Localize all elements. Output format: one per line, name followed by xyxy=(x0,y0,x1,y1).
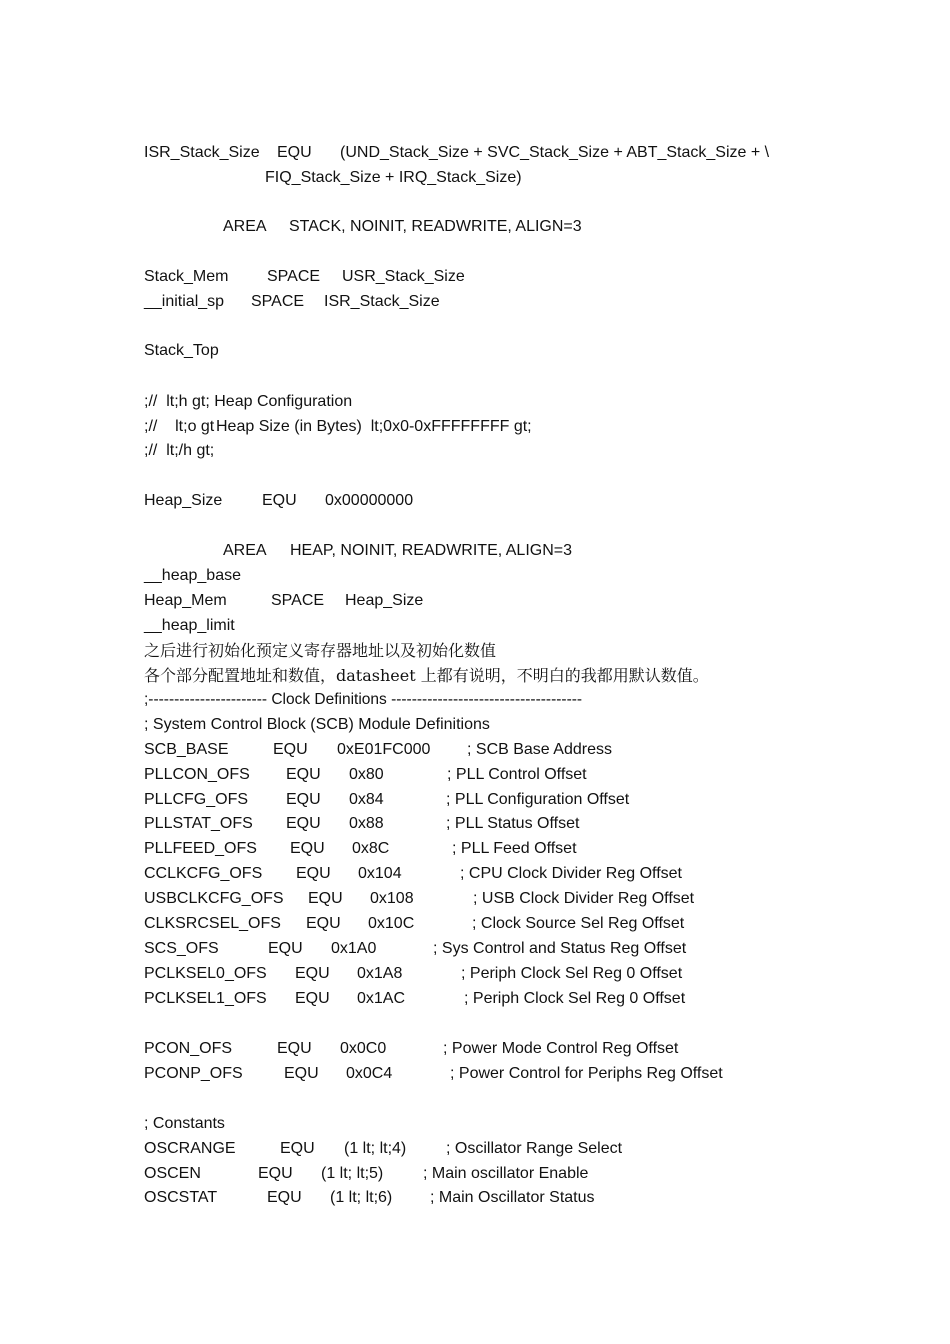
code-value: 0x1AC xyxy=(357,990,406,1007)
code-label: OSCEN xyxy=(144,1165,201,1182)
code-label: Heap_Size xyxy=(144,492,223,509)
def-row xyxy=(144,889,794,909)
code-value: 0xE01FC000 xyxy=(337,741,431,758)
code-comment: ;----------------------- Clock Definitions ------------------------------------- xyxy=(144,691,583,708)
heap-config-comment xyxy=(144,392,644,412)
code-op: EQU xyxy=(268,940,303,957)
code-comment: ;// lt;h gt; Heap Configuration xyxy=(144,393,353,410)
area-heap-line xyxy=(223,541,723,561)
def-row xyxy=(144,914,794,934)
code-value: 0x1A0 xyxy=(331,940,377,957)
def-row xyxy=(144,989,794,1009)
code-arg: USR_Stack_Size xyxy=(342,268,465,285)
code-value: (1 lt; lt;6) xyxy=(330,1189,393,1206)
code-label: SCS_OFS xyxy=(144,940,219,957)
code-label: PCLKSEL0_OFS xyxy=(144,965,267,982)
note-text: 之后进行初始化预定义寄存器地址以及初始化数值 xyxy=(144,641,497,660)
code-arg: ISR_Stack_Size xyxy=(324,293,440,310)
code-value: 0x84 xyxy=(349,791,384,808)
code-op: EQU xyxy=(277,144,312,161)
heap-config-end-comment xyxy=(144,441,444,461)
code-op: EQU xyxy=(290,840,325,857)
code-op: EQU xyxy=(308,890,343,907)
area-stack-line xyxy=(223,217,723,237)
code-op: EQU xyxy=(277,1040,312,1057)
code-op: SPACE xyxy=(271,592,325,609)
code-value: 0x0C0 xyxy=(340,1040,387,1057)
code-op: EQU xyxy=(273,741,308,758)
def-row xyxy=(144,839,794,859)
code-comment: ; PLL Status Offset xyxy=(446,815,580,832)
stack-top-line xyxy=(144,341,444,361)
code-comment: ; Sys Control and Status Reg Offset xyxy=(433,940,687,957)
code-comment: ; Power Mode Control Reg Offset xyxy=(443,1040,679,1057)
def-row xyxy=(144,790,794,810)
heap-base-line xyxy=(144,566,444,586)
code-value: 0x10C xyxy=(368,915,415,932)
note-text: 各个部分配置地址和数值，datasheet 上都有说明，不明白的我都用默认数值。 xyxy=(144,666,709,685)
code-op: EQU xyxy=(284,1065,319,1082)
code-comment: ; System Control Block (SCB) Module Definitions xyxy=(144,716,490,733)
code-op: SPACE xyxy=(251,293,305,310)
code-op: EQU xyxy=(295,990,330,1007)
code-label: ISR_Stack_Size xyxy=(144,144,260,161)
code-comment: ; SCB Base Address xyxy=(467,741,612,758)
code-expression: FIQ_Stack_Size + IRQ_Stack_Size) xyxy=(265,169,522,186)
code-comment: ; Power Control for Periphs Reg Offset xyxy=(450,1065,723,1082)
constant-row xyxy=(144,1164,794,1184)
code-value: 0x80 xyxy=(349,766,384,783)
code-op: EQU xyxy=(267,1189,302,1206)
code-label: OSCRANGE xyxy=(144,1140,236,1157)
code-op: EQU xyxy=(296,865,331,882)
code-args: HEAP, NOINIT, READWRITE, ALIGN=3 xyxy=(290,542,572,559)
isr-stack-size-continuation xyxy=(265,168,665,188)
code-arg: Heap_Size xyxy=(345,592,424,609)
code-op: EQU xyxy=(306,915,341,932)
code-comment: ; Clock Source Sel Reg Offset xyxy=(472,915,685,932)
constant-row xyxy=(144,1188,794,1208)
code-op: EQU xyxy=(280,1140,315,1157)
code-op: EQU xyxy=(286,815,321,832)
initial-sp-line xyxy=(144,292,644,312)
stack-mem-line xyxy=(144,267,644,287)
code-value: 0x104 xyxy=(358,865,402,882)
code-label: __heap_limit xyxy=(144,617,235,634)
code-value: 0x0C4 xyxy=(346,1065,393,1082)
code-label: PLLSTAT_OFS xyxy=(144,815,253,832)
def-row xyxy=(144,964,794,984)
code-comment: ; PLL Configuration Offset xyxy=(446,791,630,808)
heap-limit-line xyxy=(144,616,444,636)
code-value: 0x108 xyxy=(370,890,414,907)
code-value: (1 lt; lt;5) xyxy=(321,1165,384,1182)
constant-row xyxy=(144,1139,794,1159)
code-comment: ; USB Clock Divider Reg Offset xyxy=(473,890,695,907)
code-label: Stack_Top xyxy=(144,342,219,359)
pcon-row xyxy=(144,1064,794,1084)
isr-stack-size-line xyxy=(144,143,844,163)
note-line-1 xyxy=(144,641,794,661)
code-value: 0x88 xyxy=(349,815,384,832)
code-op: EQU xyxy=(262,492,297,509)
def-row xyxy=(144,765,794,785)
code-label: PLLCON_OFS xyxy=(144,766,250,783)
scb-comment-line xyxy=(144,715,644,735)
code-comment: ; Oscillator Range Select xyxy=(446,1140,623,1157)
code-comment: ;// lt;o gt xyxy=(144,418,215,435)
heap-size-line xyxy=(144,491,544,511)
code-label: PCLKSEL1_OFS xyxy=(144,990,267,1007)
code-value: 0x8C xyxy=(352,840,390,857)
code-comment: ; PLL Control Offset xyxy=(447,766,587,783)
code-comment: ; Constants xyxy=(144,1115,225,1132)
code-comment: ; CPU Clock Divider Reg Offset xyxy=(460,865,682,882)
code-value: 0x1A8 xyxy=(357,965,403,982)
code-op: SPACE xyxy=(267,268,321,285)
def-row xyxy=(144,814,794,834)
code-label: PCON_OFS xyxy=(144,1040,233,1057)
code-op: EQU xyxy=(286,791,321,808)
note-line-2 xyxy=(144,666,794,686)
code-comment: ; Main Oscillator Status xyxy=(430,1189,595,1206)
code-comment: ; Main oscillator Enable xyxy=(423,1165,589,1182)
def-row xyxy=(144,740,794,760)
code-label: Heap_Mem xyxy=(144,592,227,609)
code-comment: ; Periph Clock Sel Reg 0 Offset xyxy=(464,990,686,1007)
code-expression: (UND_Stack_Size + SVC_Stack_Size + ABT_Stack_Size + \ xyxy=(340,144,770,161)
clock-definitions-header xyxy=(144,690,794,710)
code-value: (1 lt; lt;4) xyxy=(344,1140,407,1157)
code-label: PLLFEED_OFS xyxy=(144,840,257,857)
constants-comment-line xyxy=(144,1114,444,1134)
code-label: PCONP_OFS xyxy=(144,1065,243,1082)
code-comment: Heap Size (in Bytes) lt;0x0-0xFFFFFFFF gt; xyxy=(216,418,532,435)
code-label: SCB_BASE xyxy=(144,741,229,758)
def-row xyxy=(144,864,794,884)
code-label: __heap_base xyxy=(144,567,241,584)
code-op: EQU xyxy=(295,965,330,982)
heap-size-comment xyxy=(144,417,644,437)
def-row xyxy=(144,939,794,959)
code-label: USBCLKCFG_OFS xyxy=(144,890,284,907)
code-label: CLKSRCSEL_OFS xyxy=(144,915,281,932)
code-label: CCLKCFG_OFS xyxy=(144,865,263,882)
code-directive: AREA xyxy=(223,542,267,559)
pcon-row xyxy=(144,1039,794,1059)
code-directive: AREA xyxy=(223,218,267,235)
code-op: EQU xyxy=(286,766,321,783)
code-comment: ;// lt;/h gt; xyxy=(144,442,215,459)
code-op: EQU xyxy=(258,1165,293,1182)
code-comment: ; Periph Clock Sel Reg 0 Offset xyxy=(461,965,683,982)
code-args: STACK, NOINIT, READWRITE, ALIGN=3 xyxy=(289,218,582,235)
code-comment: ; PLL Feed Offset xyxy=(452,840,577,857)
code-label: __initial_sp xyxy=(144,293,225,310)
heap-mem-line xyxy=(144,591,544,611)
code-label: Stack_Mem xyxy=(144,268,229,285)
code-label: PLLCFG_OFS xyxy=(144,791,249,808)
code-value: 0x00000000 xyxy=(325,492,414,509)
code-label: OSCSTAT xyxy=(144,1189,218,1206)
